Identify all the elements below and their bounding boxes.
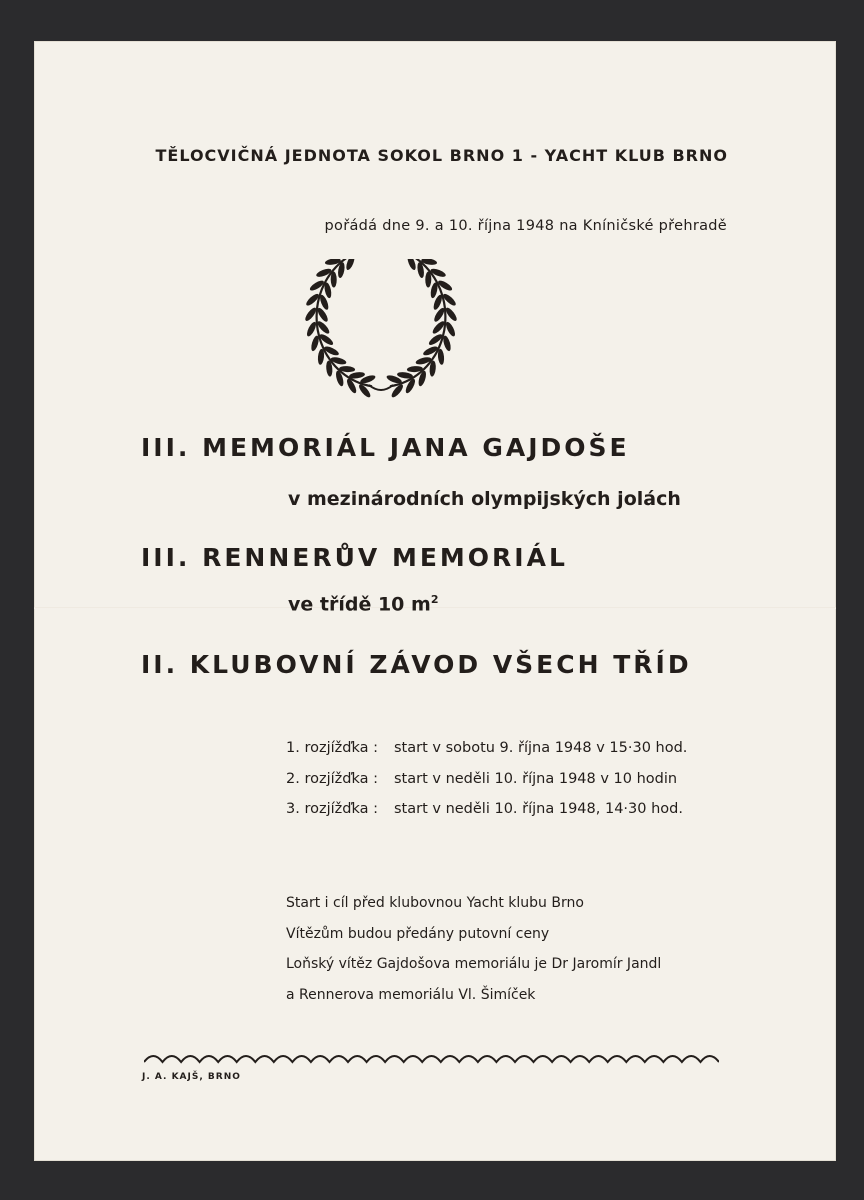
info-block — [286, 888, 661, 1010]
info-line: Start i cíl před klubovnou Yacht klubu Brno — [286, 895, 584, 911]
race-label: 2. rozjížďka : — [286, 770, 378, 787]
wreath-leaf — [425, 271, 431, 287]
printer-credit: J. A. KAJŠ, BRNO — [142, 1072, 241, 1082]
race-schedule — [286, 733, 687, 825]
title-gajdos-memorial: III. MEMORIÁL JANA GAJDOŠE — [141, 433, 630, 462]
wreath-leaf — [331, 271, 337, 287]
race-label: 1. rozjížďka : — [286, 740, 378, 756]
title-club-race: II. KLUBOVNÍ ZÁVOD VŠECH TŘÍD — [141, 650, 692, 679]
laurel-wreath-icon — [286, 259, 476, 411]
wreath-leaf — [345, 259, 356, 271]
race-row — [286, 764, 687, 795]
info-line: Loňský vítěz Gajdošova memoriálu je Dr Jaromír Jandl — [286, 956, 662, 972]
wreath-tie — [369, 385, 393, 390]
race-text: start v sobotu 9. října 1948 v 15·30 hod. — [394, 740, 688, 756]
subtitle-class-10m2 — [288, 593, 438, 615]
subtitle-olympic-dinghies: v mezinárodních olympijských jolách — [288, 488, 681, 510]
poster-sheet — [34, 41, 836, 1161]
info-line: a Rennerova memoriálu Vl. Šimíček — [286, 986, 536, 1003]
race-row — [286, 733, 687, 764]
info-line: Vítězům budou předány putovní ceny — [286, 925, 550, 942]
race-text: start v neděli 10. října 1948 v 10 hodin — [394, 770, 678, 787]
subtitle-class-text: ve třídě 10 m — [288, 593, 431, 616]
event-date-location: pořádá dne 9. a 10. října 1948 na Kníničské přehradě — [324, 218, 727, 234]
organizer-header: TĚLOCVIČNÁ JEDNOTA SOKOL BRNO 1 - YACHT KLUB BRNO — [155, 146, 728, 165]
title-renner-memorial: III. RENNERŮV MEMORIÁL — [141, 543, 568, 572]
wave-border — [144, 1052, 719, 1066]
race-row — [286, 794, 687, 825]
wreath-leaf — [406, 259, 417, 271]
wave-line — [144, 1056, 719, 1062]
race-text: start v neděli 10. října 1948, 14·30 hod. — [394, 801, 683, 817]
superscript-2: 2 — [430, 593, 439, 606]
race-label: 3. rozjížďka : — [286, 801, 378, 817]
